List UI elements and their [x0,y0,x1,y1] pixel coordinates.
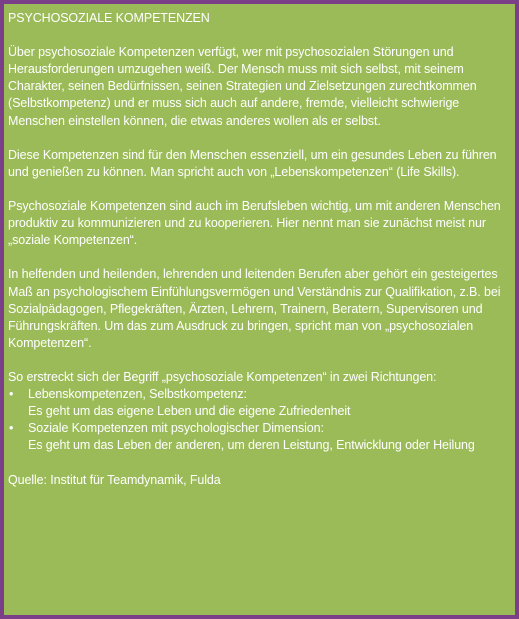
paragraph-professional-life: Psychosoziale Kompetenzen sind auch im Berufsleben wichtig, um mit anderen Menschen produktiv zu kommunizieren und zu kooperieren. Hier nennt man sie zunächst meist nur „soziale Kompetenzen“. [8,199,501,248]
list-item-detail: Es geht um das Leben der anderen, um deren Leistung, Entwicklung oder Heilung [28,438,475,453]
source-citation: Quelle: Institut für Teamdynamik, Fulda [8,472,221,487]
bullet-icon: • [9,387,14,402]
paragraph-life-skills: Diese Kompetenzen sind für den Menschen essenziell, um ein gesundes Leben zu führen und genießen zu können. Man spricht auch von „Lebenskompetenzen“ (Life Skills). [8,147,497,179]
page-title: PSYCHOSOZIALE KOMPETENZEN [8,11,210,25]
paragraph-intro: Über psychosoziale Kompetenzen verfügt, wer mit psychosozialen Störungen und Herausforderungen umzugehen weiß. Der Mensch muss mit sich selbst, mit seinem Charakter, seinen Bedürfnissen, seinen Strategien und Zielsetzungen zurechtkommen (Selbstkompetenz) und er muss sich auch auf andere, fremde, vielleicht schwierige Menschen einstellen können, die etwas anderes wollen als er selbst. [8,45,477,128]
text-box-content [8,10,516,506]
list-item-heading: Lebenskompetenzen, Selbstkompetenz: [28,387,247,402]
paragraph-helping-professions: In helfenden und heilenden, lehrenden und leitenden Berufen aber gehört ein gesteigertes Maß an psychologischem Einfühlungsvermögen und Verständnis zur Qualifikation, z.B. bei Sozialpädagogen, Pflegekräften, Ärzten, Lehrern, Trainern, Beratern, Supervisoren und Führungskräften. Um das zum Ausdruck zu bringen, spricht man von „psychosozialen Kompetenzen“. [8,267,501,350]
bullet-icon: • [9,421,14,436]
list-item [8,386,516,420]
list-item-heading: Soziale Kompetenzen mit psychologischer Dimension: [28,421,324,436]
list-item-detail: Es geht um das eigene Leben und die eigene Zufriedenheit [28,404,351,419]
directions-intro: So erstreckt sich der Begriff „psychosoziale Kompetenzen“ in zwei Richtungen: [8,369,437,384]
list-item [8,420,516,454]
directions-list [8,386,516,454]
